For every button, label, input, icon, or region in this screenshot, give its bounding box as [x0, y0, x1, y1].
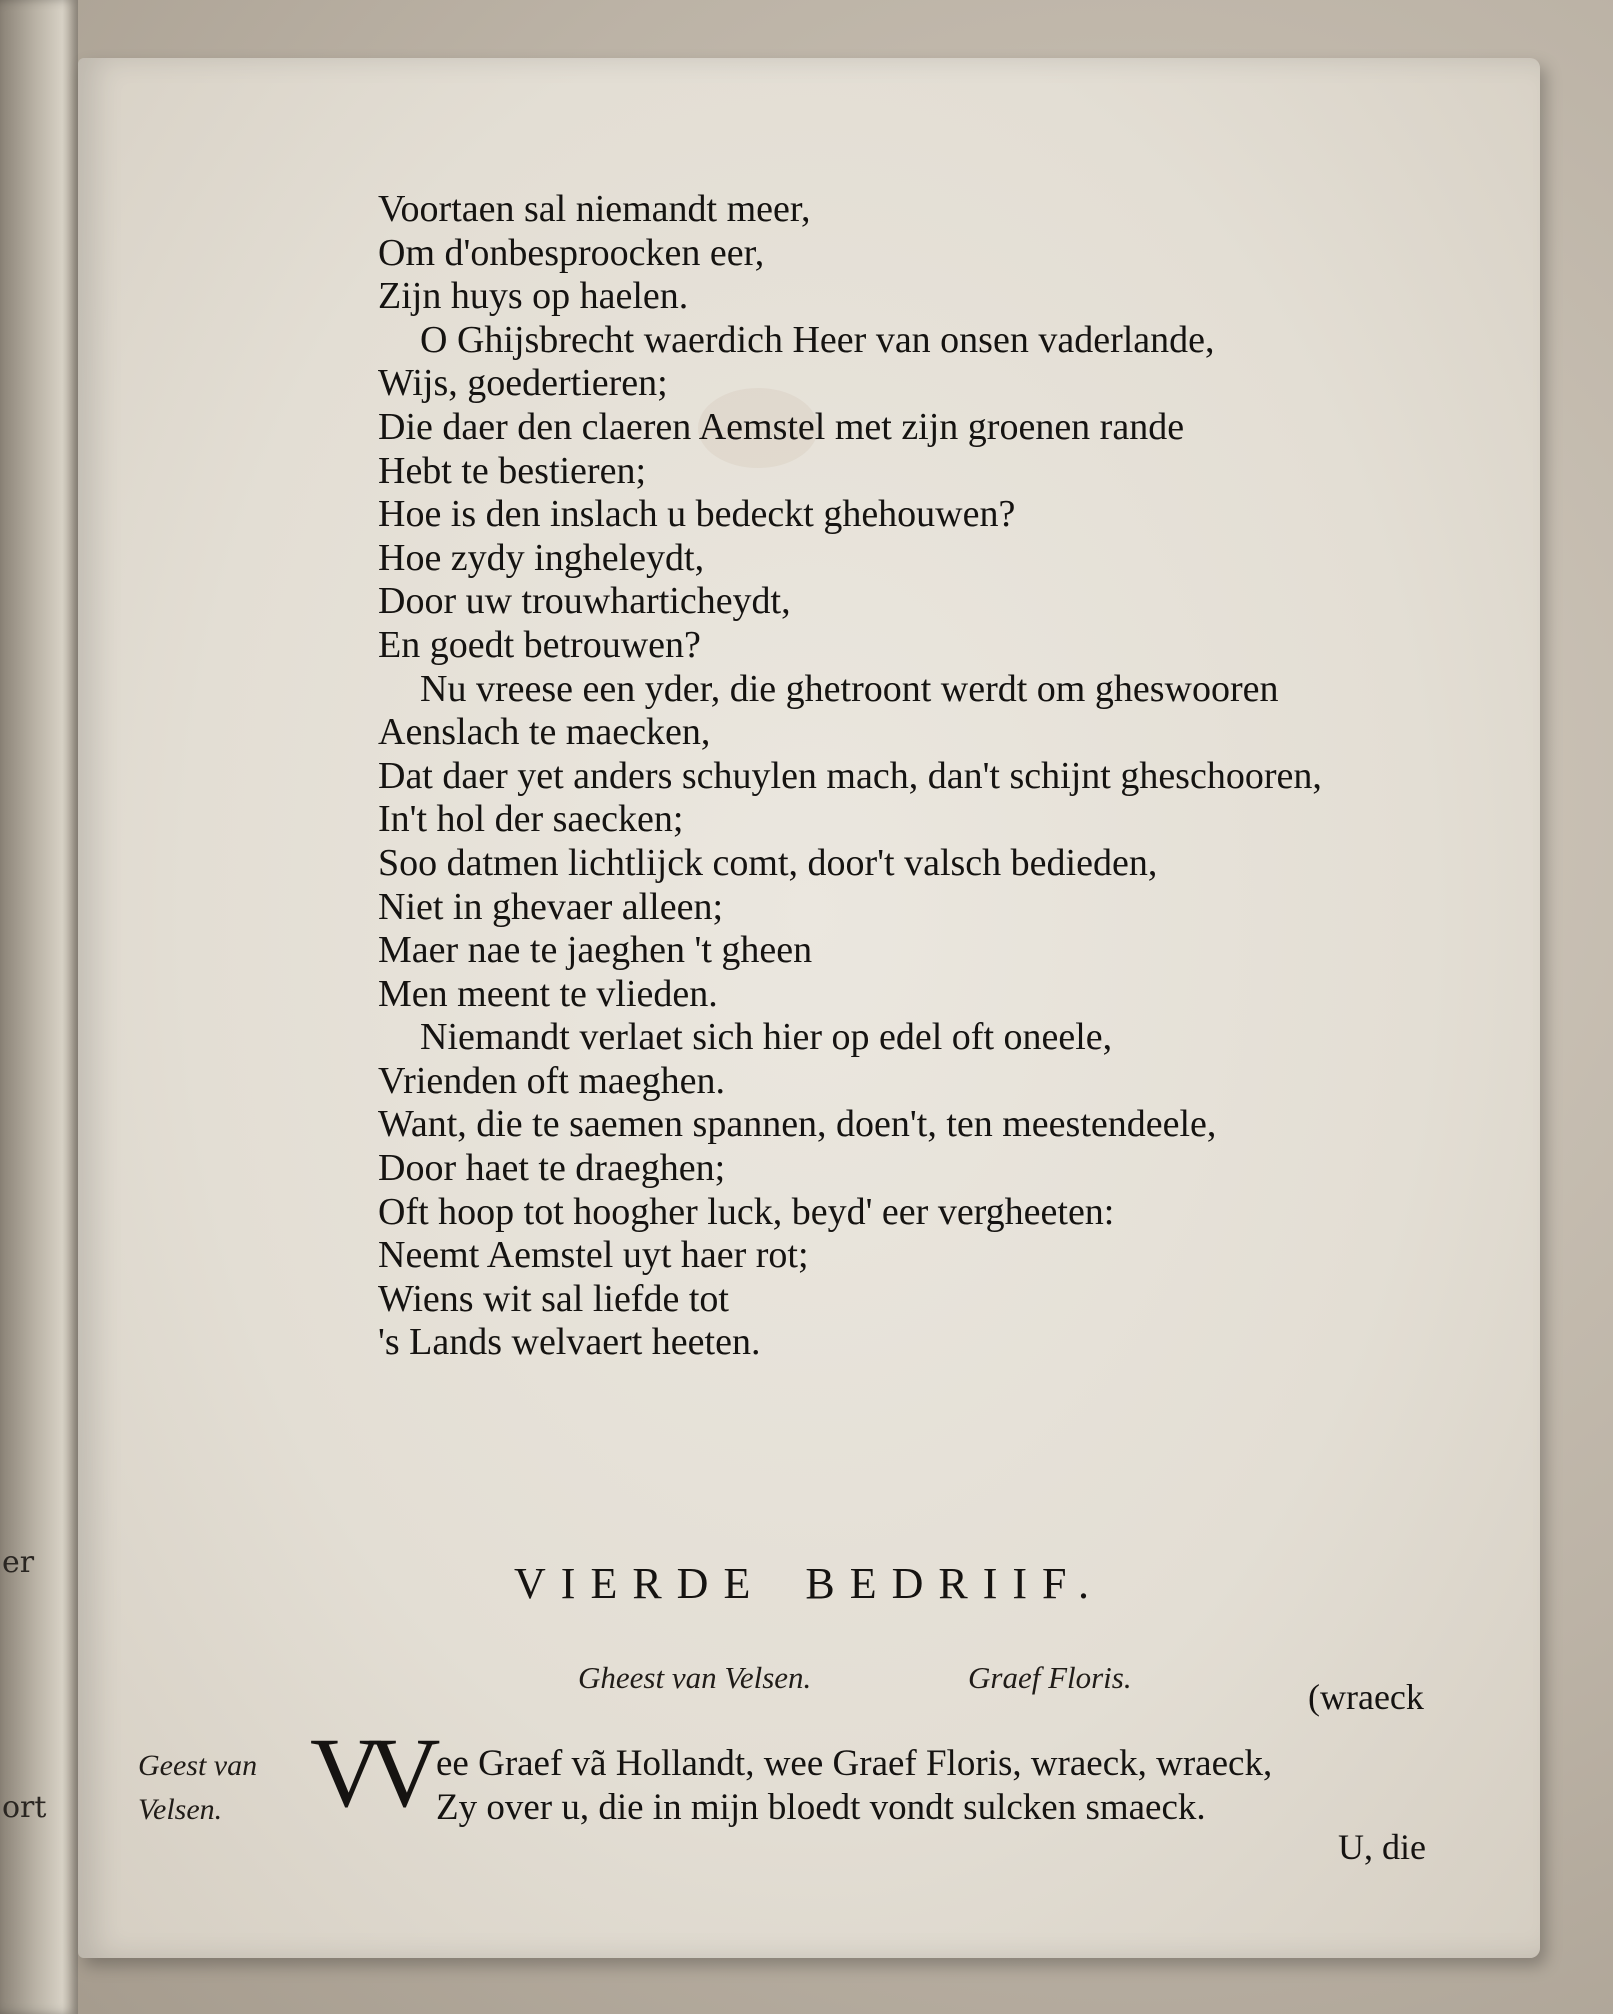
book-page	[78, 58, 1540, 1958]
verse-line: Soo datmen lichtlijck comt, door't valsch bedieden,	[378, 841, 1158, 884]
cast-name: Graef Floris.	[968, 1660, 1132, 1695]
verse-line: Dat daer yet anders schuylen mach, dan't schijnt gheschooren,	[378, 754, 1322, 797]
verse-line: Oft hoop tot hoogher luck, beyd' eer vergheeten:	[378, 1190, 1115, 1233]
verse-line: Hoe is den inslach u bedeckt ghehouwen?	[378, 493, 1016, 536]
speech-text	[436, 1742, 1272, 1830]
speaker-label	[138, 1744, 257, 1832]
verse-line: Om d'onbesproocken eer,	[378, 231, 765, 274]
verse-line: Voortaen sal niemandt meer,	[378, 188, 811, 230]
verse-line: En goedt betrouwen?	[378, 623, 701, 666]
speaker-label-line: Geest van	[138, 1749, 258, 1782]
verse-line: In't hol der saecken;	[378, 798, 684, 841]
act-heading	[78, 1558, 1540, 1609]
act-heading-word: VIERDE	[514, 1559, 766, 1608]
speech-line: ee Graef vã Hollandt, wee Graef Floris, wraeck, wraeck,	[436, 1743, 1273, 1784]
act-heading-word: BEDRIIF.	[805, 1559, 1104, 1608]
verse-line: Want, die te saemen spannen, doen't, ten meestendeele,	[378, 1103, 1217, 1146]
verse-line: Die daer den claeren Aemstel met zijn groenen rande	[378, 405, 1185, 448]
verse-line: Vrienden oft maeghen.	[378, 1059, 725, 1102]
verse-line: Hebt te bestieren;	[378, 449, 647, 492]
drop-initial: VV	[310, 1717, 427, 1828]
turnover-word: (wraeck	[1308, 1677, 1424, 1717]
speaker-label-line: Velsen.	[138, 1793, 223, 1826]
verse-line: Maer nae te jaeghen 't gheen	[378, 929, 813, 972]
verse-line: Wiens wit sal liefde tot	[378, 1277, 729, 1320]
verse-line: Wijs, goedertieren;	[378, 362, 668, 405]
verse-line: Nu vreese een yder, die ghetroont werdt om gheswooren	[420, 667, 1279, 710]
verse-line: Door haet te draeghen;	[378, 1147, 726, 1190]
verse-line: Neemt Aemstel uyt haer rot;	[378, 1234, 809, 1277]
verse-line: O Ghijsbrecht waerdich Heer van onsen vaderlande,	[420, 318, 1215, 361]
verse-block	[378, 188, 1528, 1365]
previous-page-fragment: er	[2, 1545, 35, 1580]
catchword: U, die	[1338, 1827, 1426, 1867]
verse-line: Niet in ghevaer alleen;	[378, 885, 724, 928]
verse-line: Niemandt verlaet sich hier op edel oft oneele,	[420, 1016, 1113, 1059]
verse-line: 's Lands welvaert heeten.	[378, 1321, 761, 1364]
previous-page-fragment: ort	[2, 1790, 47, 1825]
previous-page-edge	[0, 0, 78, 2014]
verse-line: Men meent te vlieden.	[378, 972, 718, 1015]
verse-line: Hoe zydy ingheleydt,	[378, 536, 705, 579]
verse-line: Zijn huys op haelen.	[378, 275, 689, 318]
verse-line: Aenslach te maecken,	[378, 711, 711, 754]
speech-line: Zy over u, die in mijn bloedt vondt sulcken smaeck.	[436, 1787, 1206, 1828]
verse-line: Door uw trouwharticheydt,	[378, 580, 791, 623]
cast-name: Gheest van Velsen.	[578, 1660, 812, 1695]
